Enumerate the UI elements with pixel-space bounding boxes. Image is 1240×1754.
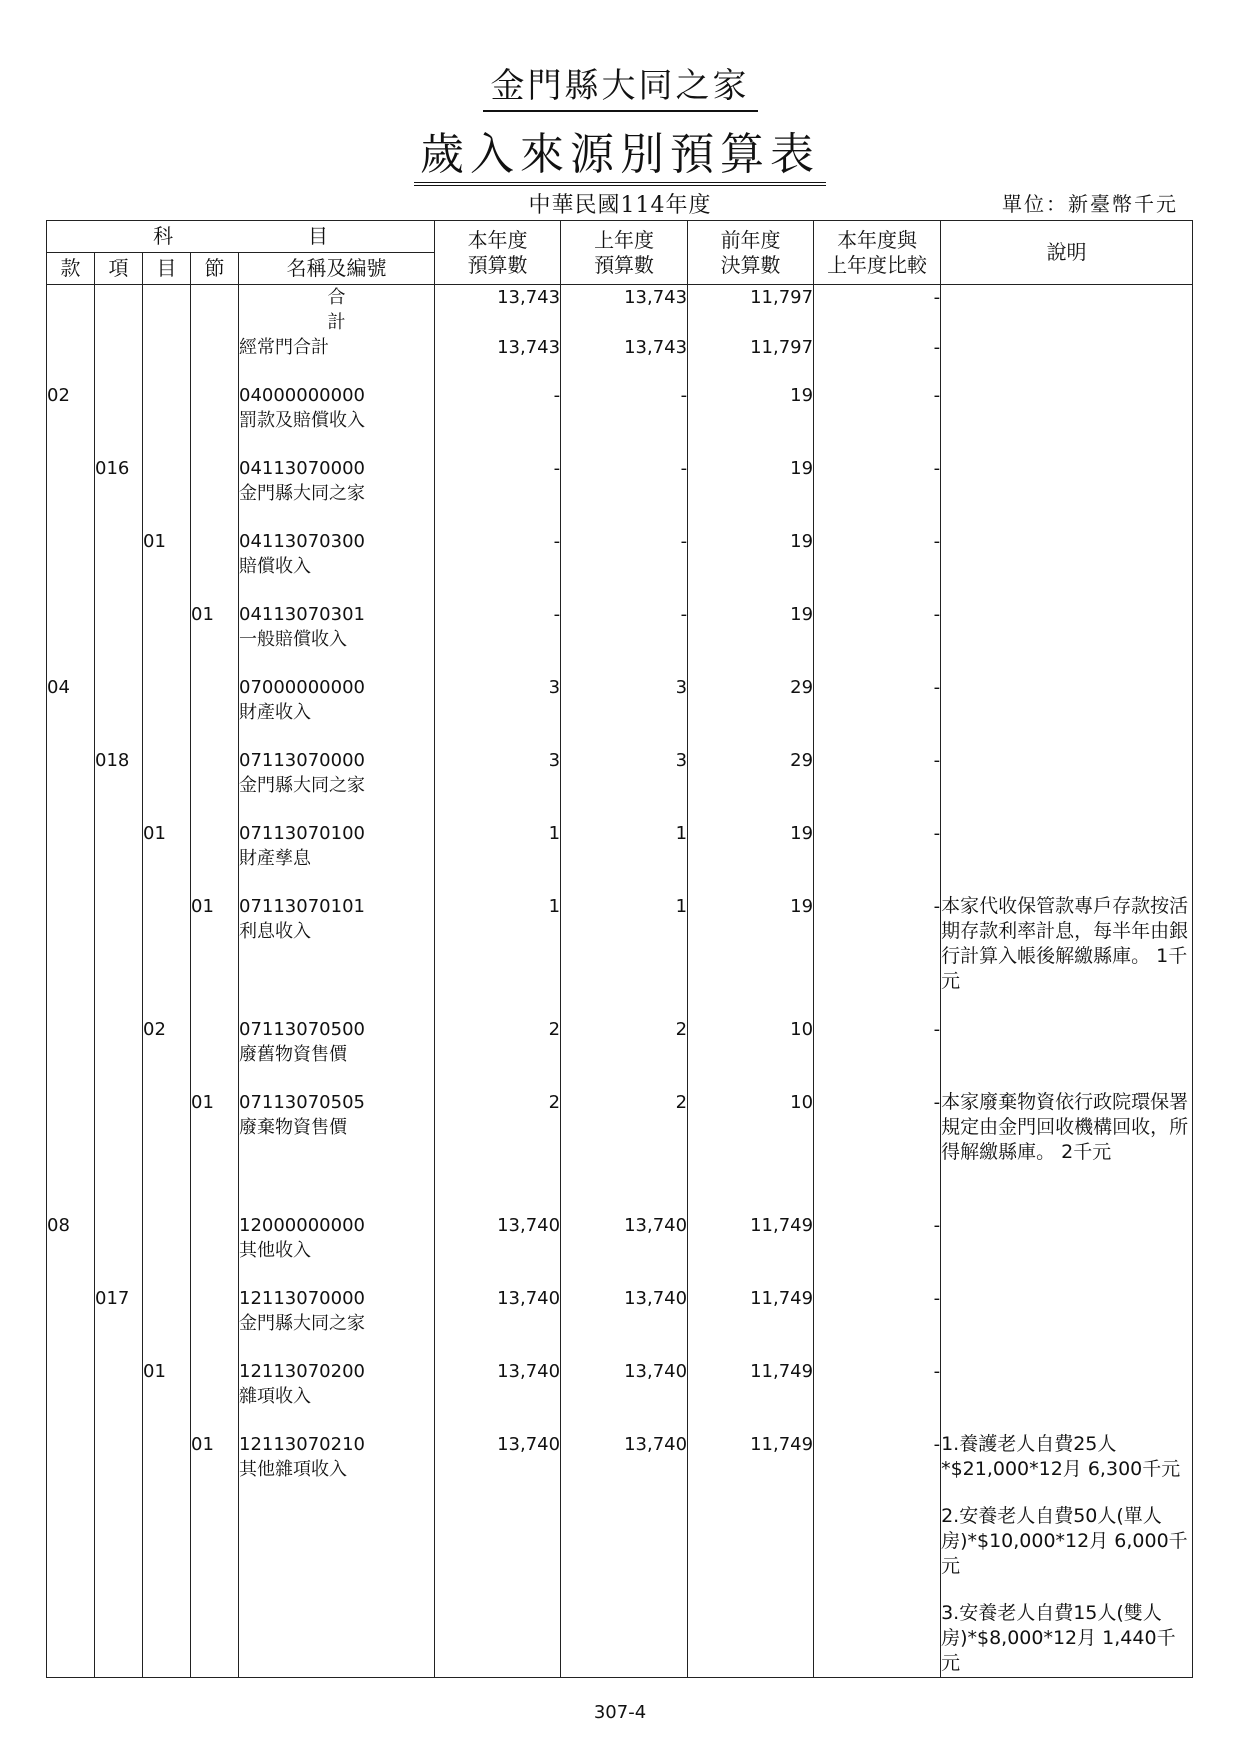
current-budget-cell: 1 [435,894,561,1017]
kuan-cell [47,821,95,894]
report-title-text: 歲入來源別預算表 [414,129,826,186]
name-cell [239,1017,435,1090]
actual-header-line1: 前年度 [720,227,781,252]
note-cell [941,1432,1193,1677]
account-name: 財產收入 [239,702,311,723]
mu-cell [143,456,191,529]
actual-cell: 10 [688,1090,814,1213]
actual-cell: 11,797 [688,335,814,383]
kuan-header: 款 [47,253,95,285]
kuan-cell: 04 [47,675,95,748]
xiang-cell [95,821,143,894]
note-cell [941,456,1193,529]
actual-cell: 19 [688,383,814,456]
note-cell [941,335,1193,383]
jie-cell [191,821,239,894]
current-budget-cell: 13,743 [435,335,561,383]
compare-cell: - [814,529,941,602]
current-budget-cell: 13,740 [435,1286,561,1359]
account-name: 雜項收入 [239,1386,311,1407]
compare-cell: - [814,456,941,529]
xiang-cell [95,285,143,336]
current-budget-cell: 13,740 [435,1213,561,1286]
compare-cell: - [814,1359,941,1432]
xiang-cell: 017 [95,1286,143,1359]
kemu-left-label: 科 [153,224,174,248]
compare-cell: - [814,285,941,336]
kuan-cell [47,456,95,529]
name-cell [239,285,435,336]
report-title [0,118,1240,182]
account-code: 12113070000 [239,1288,365,1309]
account-name: 罰款及賠償收入 [239,410,365,431]
previous-budget-cell: - [561,529,688,602]
table-row [47,821,1193,894]
current-budget-cell: 2 [435,1090,561,1213]
compare-cell: - [814,675,941,748]
jie-cell: 01 [191,894,239,1017]
mu-cell [143,285,191,336]
kuan-cell [47,529,95,602]
current-budget-header-line1: 本年度 [467,227,528,252]
current-budget-cell: 1 [435,821,561,894]
account-name: 廢舊物資售價 [239,1044,347,1065]
mu-cell: 02 [143,1017,191,1090]
previous-budget-cell: 13,740 [561,1213,688,1286]
jie-cell [191,383,239,456]
mu-cell [143,1090,191,1213]
note-cell [941,1286,1193,1359]
mu-cell [143,602,191,675]
compare-cell: - [814,602,941,675]
actual-cell: 11,749 [688,1286,814,1359]
xiang-cell: 018 [95,748,143,821]
kuan-cell [47,1090,95,1213]
name-cell [239,675,435,748]
compare-cell: - [814,1432,941,1677]
actual-cell: 29 [688,748,814,821]
note-cell [941,383,1193,456]
xiang-cell [95,1359,143,1432]
name-cell [239,821,435,894]
previous-budget-cell: - [561,383,688,456]
note-cell [941,1359,1193,1432]
kuan-cell [47,894,95,1017]
note-cell [941,675,1193,748]
account-name: 金門縣大同之家 [239,775,365,796]
table-row [47,1090,1193,1213]
compare-cell: - [814,894,941,1017]
name-cell [239,335,435,383]
note-paragraph: 本家代收保管款專戶存款按活期存款利率計息，每半年由銀行計算入帳後解繳縣庫。 1千元 [941,895,1189,992]
kuan-cell [47,602,95,675]
jie-cell [191,335,239,383]
compare-header-line2: 上年度比較 [827,252,928,277]
xiang-cell [95,1213,143,1286]
compare-cell: - [814,335,941,383]
note-paragraph: 3.安養老人自費15人(雙人房)*$8,000*12月 1,440千元 [941,1602,1176,1674]
current-budget-header [435,221,561,285]
kuan-cell [47,1286,95,1359]
previous-budget-cell: 13,740 [561,1359,688,1432]
page-number: 307-4 [593,1702,647,1723]
previous-budget-cell: - [561,456,688,529]
xiang-cell [95,1017,143,1090]
account-name: 廢棄物資售價 [239,1117,347,1138]
compare-cell: - [814,1090,941,1213]
table-row [47,1213,1193,1286]
name-cell [239,529,435,602]
table-row [47,748,1193,821]
xiang-cell [95,335,143,383]
name-cell [239,1213,435,1286]
previous-budget-header [561,221,688,285]
jie-cell: 01 [191,1090,239,1213]
jie-cell [191,1017,239,1090]
actual-cell: 19 [688,529,814,602]
table-row [47,1286,1193,1359]
mu-cell [143,894,191,1017]
jie-cell [191,529,239,602]
note-cell [941,748,1193,821]
organization-name: 金門縣大同之家 [483,66,758,112]
note-cell [941,285,1193,336]
table-row [47,383,1193,456]
kuan-cell [47,1017,95,1090]
current-budget-cell: - [435,602,561,675]
account-code: 07113070100 [239,823,365,844]
actual-cell: 19 [688,456,814,529]
table-row [47,894,1193,1017]
table-row [47,529,1193,602]
table-row [47,675,1193,748]
previous-budget-cell: - [561,602,688,675]
jie-header: 節 [191,253,239,285]
account-code: 07113070505 [239,1092,365,1113]
account-code: 12113070210 [239,1434,365,1455]
mu-cell: 01 [143,821,191,894]
jie-cell [191,456,239,529]
previous-budget-cell: 3 [561,675,688,748]
current-budget-cell: 3 [435,675,561,748]
jie-cell [191,1359,239,1432]
name-cell [239,748,435,821]
jie-cell [191,748,239,821]
kuan-cell: 02 [47,383,95,456]
name-cell [239,456,435,529]
kemu-right-label: 目 [307,224,328,248]
jie-cell: 01 [191,602,239,675]
account-code: 04113070300 [239,531,365,552]
current-budget-cell: - [435,383,561,456]
mu-cell [143,335,191,383]
table-row [47,1432,1193,1677]
compare-cell: - [814,748,941,821]
xiang-header: 項 [95,253,143,285]
previous-budget-cell: 2 [561,1090,688,1213]
previous-budget-cell: 13,740 [561,1286,688,1359]
table-row [47,1017,1193,1090]
jie-cell [191,1286,239,1359]
note-cell [941,529,1193,602]
mu-cell [143,1286,191,1359]
name-cell [239,1090,435,1213]
previous-budget-cell: 13,740 [561,1432,688,1677]
compare-header [814,221,941,285]
kuan-cell [47,335,95,383]
table-row [47,285,1193,336]
note-cell [941,894,1193,1017]
previous-budget-cell: 3 [561,748,688,821]
previous-budget-cell: 13,743 [561,335,688,383]
xiang-cell [95,1432,143,1677]
note-cell [941,821,1193,894]
account-code: 04113070301 [239,604,365,625]
current-budget-cell: 13,740 [435,1359,561,1432]
account-name: 賠償收入 [239,556,311,577]
kuan-cell: 08 [47,1213,95,1286]
name-header: 名稱及編號 [239,253,435,285]
actual-cell: 19 [688,894,814,1017]
account-code: 12000000000 [239,1215,365,1236]
xiang-cell: 016 [95,456,143,529]
current-budget-cell: 13,740 [435,1432,561,1677]
account-name: 金門縣大同之家 [239,483,365,504]
xiang-cell [95,1090,143,1213]
actual-header-line2: 決算數 [720,252,781,277]
note-header: 說明 [941,221,1193,285]
kuan-cell [47,1432,95,1677]
jie-cell: 01 [191,1432,239,1677]
account-name: 一般賠償收入 [239,629,347,650]
note-cell [941,1213,1193,1286]
table-row [47,456,1193,529]
mu-cell [143,1213,191,1286]
currency-unit: 單位：新臺幣千元 [1002,192,1178,216]
table-row [47,602,1193,675]
name-cell [239,383,435,456]
xiang-cell [95,529,143,602]
actual-header [688,221,814,285]
xiang-cell [95,602,143,675]
current-budget-cell: 3 [435,748,561,821]
actual-cell: 10 [688,1017,814,1090]
note-cell [941,1090,1193,1213]
actual-cell: 11,797 [688,285,814,336]
compare-cell: - [814,1286,941,1359]
account-code: 12113070200 [239,1361,365,1382]
current-budget-cell: - [435,529,561,602]
account-code: 07113070500 [239,1019,365,1040]
account-name: 其他雜項收入 [239,1459,347,1480]
current-budget-cell: 13,743 [435,285,561,336]
mu-header: 目 [143,253,191,285]
jie-cell [191,1213,239,1286]
actual-cell: 11,749 [688,1359,814,1432]
xiang-cell [95,894,143,1017]
current-budget-cell: - [435,456,561,529]
account-name: 財產孳息 [239,848,311,869]
compare-cell: - [814,383,941,456]
previous-budget-cell: 2 [561,1017,688,1090]
fiscal-period: 中華民國114年度 [528,193,712,218]
account-code: 07113070000 [239,750,365,771]
organization-title [0,58,1240,107]
table-body [47,285,1193,1678]
kuan-cell [47,748,95,821]
mu-cell [143,675,191,748]
account-code: 04000000000 [239,385,365,406]
name-cell [239,1359,435,1432]
account-code: 04113070000 [239,458,365,479]
name-cell [239,602,435,675]
table-row [47,1359,1193,1432]
actual-cell: 11,749 [688,1432,814,1677]
account-name: 金門縣大同之家 [239,1313,365,1334]
name-cell [239,1286,435,1359]
account-code: 07000000000 [239,677,365,698]
note-paragraph: 1.養護老人自費25人*$21,000*12月 6,300千元 [941,1433,1181,1480]
account-name: 其他收入 [239,1240,311,1261]
mu-cell: 01 [143,529,191,602]
account-name: 合計 [327,287,406,333]
previous-budget-cell: 1 [561,821,688,894]
xiang-cell [95,675,143,748]
kuan-cell [47,1359,95,1432]
previous-budget-cell: 13,743 [561,285,688,336]
account-name: 利息收入 [239,921,311,942]
actual-cell: 19 [688,602,814,675]
current-budget-cell: 2 [435,1017,561,1090]
table-row [47,335,1193,383]
compare-header-line1: 本年度與 [837,227,918,252]
mu-cell [143,748,191,821]
name-cell [239,894,435,1017]
budget-table [46,220,1193,1678]
actual-cell: 11,749 [688,1213,814,1286]
note-paragraph: 本家廢棄物資依行政院環保署規定由金門回收機構回收，所得解繳縣庫。 2千元 [941,1091,1189,1163]
mu-cell [143,383,191,456]
jie-cell [191,285,239,336]
account-name: 經常門合計 [239,337,329,358]
actual-cell: 29 [688,675,814,748]
previous-budget-header-line1: 上年度 [594,227,655,252]
note-cell [941,1017,1193,1090]
mu-cell: 01 [143,1359,191,1432]
note-cell [941,602,1193,675]
table-header [47,221,1193,285]
compare-cell: - [814,1213,941,1286]
previous-budget-cell: 1 [561,894,688,1017]
account-code: 07113070101 [239,896,365,917]
note-paragraph: 2.安養老人自費50人(單人房)*$10,000*12月 6,000千元 [941,1505,1188,1577]
kemu-header [47,221,435,253]
previous-budget-header-line2: 預算數 [594,252,655,277]
xiang-cell [95,383,143,456]
actual-cell: 19 [688,821,814,894]
current-budget-header-line2: 預算數 [467,252,528,277]
jie-cell [191,675,239,748]
compare-cell: - [814,1017,941,1090]
name-cell [239,1432,435,1677]
compare-cell: - [814,821,941,894]
mu-cell [143,1432,191,1677]
kuan-cell [47,285,95,336]
